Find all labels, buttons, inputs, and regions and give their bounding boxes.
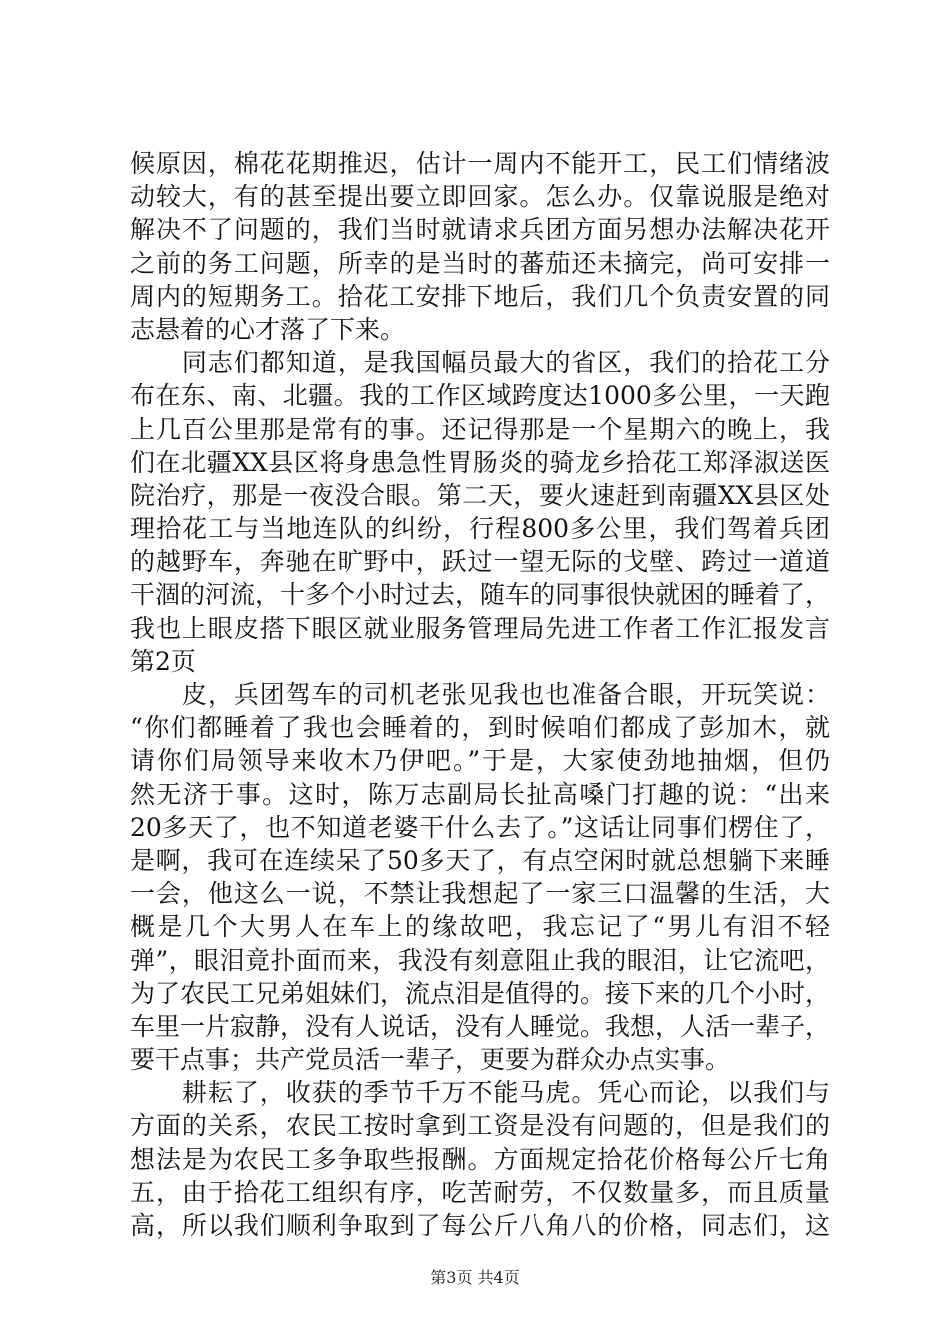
text-line: 干涸的河流，十多个小时过去，随车的同事很快就困的睡着了， [130, 580, 831, 610]
text-line: 是啊，我可在连续呆了50多天了，有点空闲时就总想躺下来睡 [130, 845, 830, 875]
text-line: 概是几个大男人在车上的缘故吧，我忘记了“男儿有泪不轻 [130, 912, 830, 942]
text-line: 一会，他这么一说，不禁让我想起了一家三口温馨的生活，大 [130, 879, 830, 909]
text-line: 高，所以我们顺利争取到了每公斤八角八的价格，同志们，这 [130, 1211, 830, 1240]
text-line: 20多天了，也不知道老婆干什么去了。”这话让同事们楞住了， [130, 812, 830, 842]
text-line: 五，由于拾花工组织有序，吃苦耐劳，不仅数量多，而且质量 [130, 1177, 830, 1207]
text-line: 为了农民工兄弟姐妹们，流点泪是值得的。接下来的几个小时， [130, 978, 831, 1008]
text-line: 想法是为农民工多争取些报酬。方面规定拾花价格每公斤七角 [130, 1144, 830, 1174]
text-line: 的越野车，奔驰在旷野中，跃过一望无际的戈壁、跨过一道道 [130, 547, 830, 577]
text-line: 同志们都知道，是我国幅员最大的省区，我们的拾花工分 [130, 348, 830, 378]
text-line: 耕耘了，收获的季节千万不能马虎。凭心而论，以我们与 [130, 1078, 830, 1108]
text-line: 上几百公里那是常有的事。还记得那是一个星期六的晚上，我 [130, 414, 830, 444]
body-text [130, 147, 830, 1242]
text-line: 之前的务工问题，所幸的是当时的蕃茄还未摘完，尚可安排一 [130, 248, 830, 278]
text-line: 方面的关系，农民工按时拿到工资是没有问题的，但是我们的 [130, 1111, 830, 1141]
text-line: 布在东、南、北疆。我的工作区域跨度达1000多公里，一天跑 [130, 381, 830, 411]
text-line: 弹”，眼泪竟扑面而来，我没有刻意阻止我的眼泪，让它流吧， [130, 945, 830, 975]
text-line: 院治疗，那是一夜没合眼。第二天，要火速赶到南疆XX县区处 [130, 480, 830, 510]
text-line: 要干点事；共产党员活一辈子，更要为群众办点实事。 [130, 1045, 731, 1075]
text-line: 皮，兵团驾车的司机老张见我也也准备合眼，开玩笑说： [130, 680, 830, 709]
text-line: 候原因，棉花花期推迟，估计一周内不能开工，民工们情绪波 [130, 149, 830, 178]
text-line: “你们都睡着了我也会睡着的，到时候咱们都成了彭加木，就 [130, 713, 830, 743]
text-line: 解决不了问题的，我们当时就请求兵团方面另想办法解决花开 [130, 215, 830, 245]
text-line: 们在北疆XX县区将身患急性胃肠炎的骑龙乡拾花工郑泽淑送医 [130, 447, 830, 477]
text-line: 然无济于事。这时，陈万志副局长扯高嗓门打趣的说：“出来 [130, 779, 830, 809]
text-line: 周内的短期务工。拾花工安排下地后，我们几个负责安置的同 [130, 281, 830, 311]
text-line: 车里一片寂静，没有人说话，没有人睡觉。我想，人活一辈子， [130, 1011, 831, 1041]
text-line: 动较大，有的甚至提出要立即回家。怎么办。仅靠说服是绝对 [130, 182, 830, 212]
text-line: 理拾花工与当地连队的纠纷，行程800多公里，我们驾着兵团 [130, 514, 830, 544]
text-line: 我也上眼皮搭下眼区就业服务管理局先进工作者工作汇报发言 [130, 613, 830, 643]
text-line: 第2页 [130, 646, 196, 676]
text-line: 志悬着的心才落了下来。 [130, 314, 406, 344]
page-footer: 第3页 共4页 [430, 1268, 520, 1287]
text-line: 请你们局领导来收木乃伊吧。”于是，大家使劲地抽烟，但仍 [130, 746, 830, 776]
